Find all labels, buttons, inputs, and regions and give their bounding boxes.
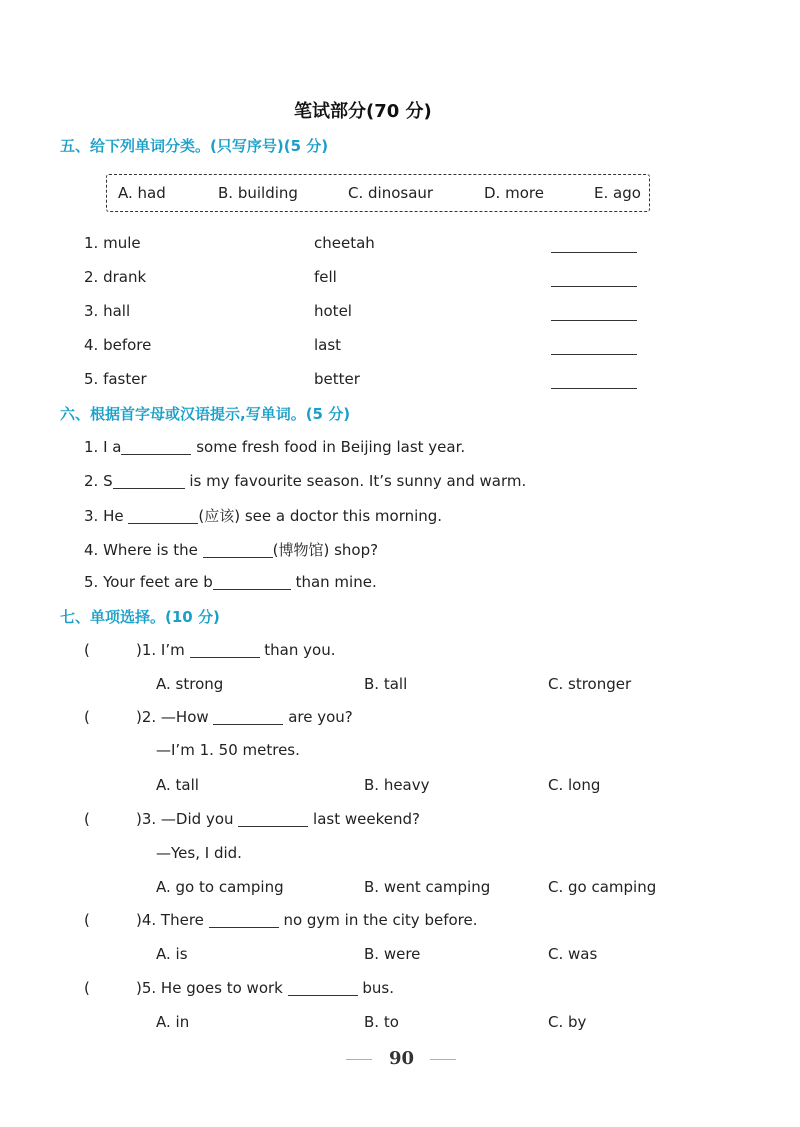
mc-option-2b[interactable]: B. heavy xyxy=(364,776,430,794)
fill-item-5-pre: 5. Your feet are b xyxy=(84,573,213,591)
word-bank-option-b: B. building xyxy=(218,184,298,202)
mc-question-4 xyxy=(84,911,477,929)
fill-blank-4[interactable] xyxy=(203,541,273,558)
section-6-heading: 六、根据首字母或汉语提示,写单词。(5 分) xyxy=(60,405,351,423)
mc-answer-paren-5[interactable]: ( xyxy=(84,979,90,997)
mc-option-4c[interactable]: C. was xyxy=(548,945,598,963)
mc-question-3-stem-pre: )3. —Did you xyxy=(136,810,239,828)
word-bank-option-a: A. had xyxy=(118,184,166,202)
mc-option-5c[interactable]: C. by xyxy=(548,1013,587,1031)
mc-question-4-stem-pre: )4. There xyxy=(136,911,209,929)
classify-answer-3[interactable] xyxy=(551,320,637,321)
mc-option-2a[interactable]: A. tall xyxy=(156,776,199,794)
fill-item-3 xyxy=(84,505,442,526)
fill-blank-5[interactable] xyxy=(213,573,291,590)
mc-question-1-stem-pre: )1. I’m xyxy=(136,641,190,659)
classify-answer-2[interactable] xyxy=(551,286,637,287)
fill-item-1-post: some fresh food in Beijing last year. xyxy=(191,438,466,456)
mc-answer-paren-1[interactable]: ( xyxy=(84,641,90,659)
section-5-heading: 五、给下列单词分类。(只写序号)(5 分) xyxy=(60,137,329,155)
mc-question-2-reply: —I’m 1. 50 metres. xyxy=(156,741,300,759)
classify-row-3-right: hotel xyxy=(314,302,352,320)
fill-item-4-post: (博物馆) shop? xyxy=(272,541,379,559)
mc-option-5a[interactable]: A. in xyxy=(156,1013,190,1031)
mc-question-1 xyxy=(84,641,335,659)
classify-row-2-right: fell xyxy=(314,268,337,286)
fill-item-2-pre: 2. S xyxy=(84,472,113,490)
mc-question-3-reply: —Yes, I did. xyxy=(156,844,242,862)
fill-blank-2[interactable] xyxy=(113,472,185,489)
classify-row-1-right: cheetah xyxy=(314,234,375,252)
classify-row-5-left: 5. faster xyxy=(84,370,147,388)
mc-option-3c[interactable]: C. go camping xyxy=(548,878,657,896)
fill-item-3-pre: 3. He xyxy=(84,507,129,525)
mc-blank-2 xyxy=(213,708,283,725)
mc-option-3b[interactable]: B. went camping xyxy=(364,878,491,896)
mc-question-2 xyxy=(84,708,353,726)
classify-answer-1[interactable] xyxy=(551,252,637,253)
classify-answer-4[interactable] xyxy=(551,354,637,355)
mc-question-2-stem-pre: )2. —How xyxy=(136,708,214,726)
mc-option-4a[interactable]: A. is xyxy=(156,945,188,963)
mc-answer-paren-4[interactable]: ( xyxy=(84,911,90,929)
mc-option-1a[interactable]: A. strong xyxy=(156,675,224,693)
fill-blank-3[interactable] xyxy=(128,507,198,524)
mc-question-4-stem-post: no gym in the city before. xyxy=(278,911,478,929)
fill-item-5 xyxy=(84,573,377,591)
fill-blank-1[interactable] xyxy=(121,438,191,455)
fill-item-3-post: (应该) see a doctor this morning. xyxy=(198,507,443,525)
word-bank-option-e: E. ago xyxy=(594,184,641,202)
fill-item-2 xyxy=(84,472,526,490)
mc-answer-paren-2[interactable]: ( xyxy=(84,708,90,726)
mc-question-3-stem-post: last weekend? xyxy=(308,810,420,828)
mc-question-2-stem-post: are you? xyxy=(283,708,353,726)
page-number: 90 xyxy=(389,1048,415,1069)
classify-answer-5[interactable] xyxy=(551,388,637,389)
mc-option-5b[interactable]: B. to xyxy=(364,1013,399,1031)
mc-question-5-stem-post: bus. xyxy=(357,979,395,997)
classify-row-1-left: 1. mule xyxy=(84,234,141,252)
classify-row-4-left: 4. before xyxy=(84,336,152,354)
mc-question-5 xyxy=(84,979,394,997)
fill-item-5-post: than mine. xyxy=(290,573,377,591)
page-number-line-left xyxy=(346,1059,372,1060)
fill-item-1 xyxy=(84,438,465,456)
classify-row-2-left: 2. drank xyxy=(84,268,147,286)
mc-option-4b[interactable]: B. were xyxy=(364,945,421,963)
mc-question-5-stem-pre: )5. He goes to work xyxy=(136,979,288,997)
mc-option-1b[interactable]: B. tall xyxy=(364,675,408,693)
section-7-heading: 七、单项选择。(10 分) xyxy=(60,608,220,626)
mc-blank-3 xyxy=(238,810,308,827)
page-number-line-right xyxy=(430,1059,456,1060)
word-bank-option-d: D. more xyxy=(484,184,544,202)
fill-item-4-pre: 4. Where is the xyxy=(84,541,203,559)
classify-row-3-left: 3. hall xyxy=(84,302,131,320)
mc-blank-1 xyxy=(190,641,260,658)
fill-item-4 xyxy=(84,539,378,560)
mc-option-1c[interactable]: C. stronger xyxy=(548,675,632,693)
mc-question-1-stem-post: than you. xyxy=(259,641,336,659)
mc-blank-4 xyxy=(209,911,279,928)
mc-option-3a[interactable]: A. go to camping xyxy=(156,878,284,896)
classify-row-4-right: last xyxy=(314,336,342,354)
classify-row-5-right: better xyxy=(314,370,360,388)
page-title: 笔试部分(70 分) xyxy=(294,101,432,122)
mc-answer-paren-3[interactable]: ( xyxy=(84,810,90,828)
mc-blank-5 xyxy=(288,979,358,996)
fill-item-1-pre: 1. I a xyxy=(84,438,122,456)
word-bank-option-c: C. dinosaur xyxy=(348,184,434,202)
mc-option-2c[interactable]: C. long xyxy=(548,776,601,794)
mc-question-3 xyxy=(84,810,420,828)
fill-item-2-post: is my favourite season. It’s sunny and warm. xyxy=(184,472,527,490)
